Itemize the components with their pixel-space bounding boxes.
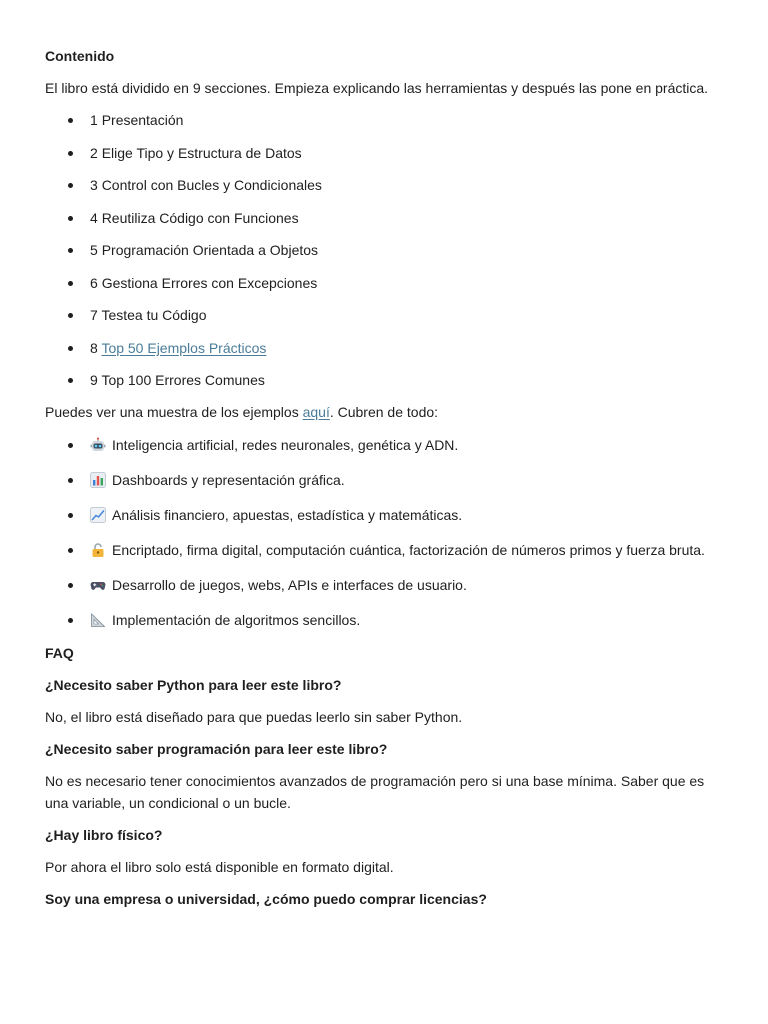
muestra-text-after: . Cubren de todo: [329, 404, 439, 420]
top-50-ejemplos-link[interactable]: Top 50 Ejemplos Prácticos [101, 339, 267, 356]
section-number: 8 [90, 339, 98, 356]
topics-list [45, 434, 723, 631]
lock-icon [90, 542, 106, 558]
section-label: Gestiona Errores con Excepciones [101, 274, 318, 291]
muestra-text: Puedes ver una muestra de los ejemplos [45, 404, 303, 420]
list-item [45, 574, 723, 596]
trending-up-icon [90, 507, 106, 523]
list-item [45, 504, 723, 526]
topic-text: Implementación de algoritmos sencillos. [112, 612, 361, 628]
section-label: Top 100 Errores Comunes [101, 372, 265, 388]
list-item [45, 304, 723, 326]
topic-text: Dashboards y representación gráfica. [112, 472, 345, 488]
section-number: 7 [90, 307, 98, 323]
section-label: Programación Orientada a Objetos [101, 242, 319, 258]
faq-answer: Por ahora el libro solo está disponible en formato digital. [45, 859, 394, 875]
section-number: 6 [90, 274, 98, 291]
sections-list [45, 109, 723, 391]
contenido-intro: El libro está dividido en 9 secciones. Empieza explicando las herramientas y después las pone en práctica. [45, 80, 709, 96]
bar-chart-icon [90, 472, 106, 488]
list-item [45, 539, 723, 561]
faq-question: ¿Necesito saber programación para leer este libro? [45, 741, 388, 757]
section-label: Testea tu Código [101, 307, 207, 323]
section-number: 1 [90, 112, 98, 128]
robot-icon [90, 437, 106, 453]
list-item [45, 142, 723, 164]
topic-text: Desarrollo de juegos, webs, APIs e interfaces de usuario. [112, 577, 467, 593]
topic-text: Encriptado, firma digital, computación cuántica, factorización de números primos y fuerza bruta. [112, 542, 705, 558]
section-number: 2 [90, 144, 98, 161]
faq-question: Soy una empresa o universidad, ¿cómo puedo comprar licencias? [45, 891, 487, 907]
gamepad-icon [90, 577, 106, 593]
list-item [45, 207, 723, 229]
aqui-link[interactable]: aquí [302, 404, 330, 420]
list-item [45, 239, 723, 261]
list-item [45, 434, 723, 456]
list-item [45, 609, 723, 631]
section-number: 9 [90, 372, 98, 388]
section-number: 4 [90, 209, 98, 226]
list-item [45, 469, 723, 491]
faq-heading: FAQ [45, 645, 74, 661]
topic-text: Análisis financiero, apuestas, estadística y matemáticas. [112, 507, 463, 523]
faq-answer: No, el libro está diseñado para que puedas leerlo sin saber Python. [45, 709, 463, 725]
section-number: 5 [90, 242, 98, 258]
section-label: Control con Bucles y Condicionales [101, 177, 322, 193]
list-item [45, 174, 723, 196]
section-number: 3 [90, 177, 98, 193]
list-item [45, 272, 723, 294]
section-label: Presentación [101, 112, 184, 128]
triangle-ruler-icon [90, 612, 106, 628]
topic-text: Inteligencia artificial, redes neuronales, genética y ADN. [112, 437, 459, 453]
list-item [45, 337, 723, 359]
section-label: Elige Tipo y Estructura de Datos [101, 144, 302, 161]
faq-answer: No es necesario tener conocimientos avanzados de programación pero si una base mínima. Saber que es una variable, un condicional o un bucle. [45, 773, 705, 811]
list-item [45, 109, 723, 131]
muestra-paragraph [45, 401, 723, 423]
faq-question: ¿Necesito saber Python para leer este libro? [45, 677, 342, 693]
faq-question: ¿Hay libro físico? [45, 827, 163, 843]
contenido-heading: Contenido [45, 48, 115, 64]
list-item [45, 369, 723, 391]
section-label: Reutiliza Código con Funciones [101, 209, 299, 226]
